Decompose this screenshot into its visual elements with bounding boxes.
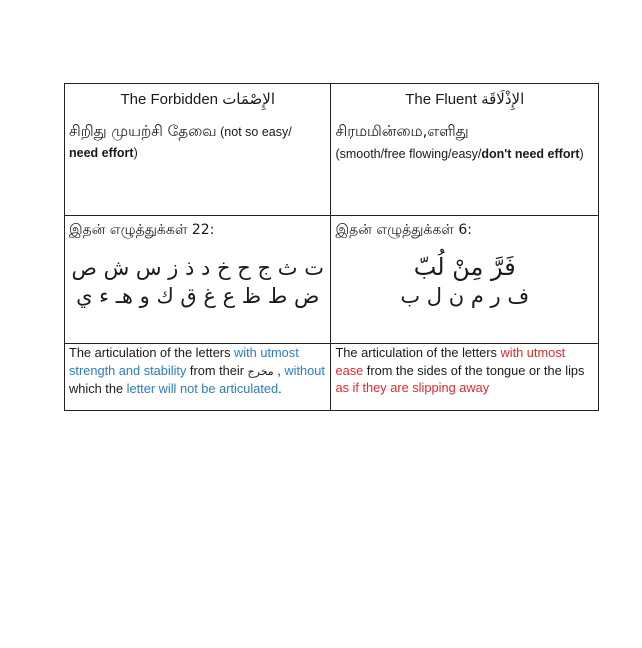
fluent-note-plain: (smooth/free flowing/easy/ (335, 147, 482, 161)
fluent-title (335, 89, 594, 110)
fluent-desc-highlight-1: with utmost ease (335, 345, 566, 378)
forbidden-title-en: The Forbidden (120, 91, 219, 108)
fluent-letters: ف ر م ن ل ب (400, 284, 530, 308)
fluent-description (335, 344, 594, 397)
forbidden-desc-highlight-3: letter will not be articulated (126, 381, 279, 396)
forbidden-desc-highlight-1: with utmost strength and stability (69, 345, 299, 378)
forbidden-desc-arabic: مخرج (247, 364, 274, 378)
forbidden-note-plain: (not so easy/ (216, 125, 292, 139)
forbidden-letters-line-1: ت ث ج ح خ د ذ ز س ش ص (71, 256, 324, 280)
cell-fluent-letters (331, 216, 599, 344)
fluent-desc-text-1: The articulation of the letters (335, 345, 501, 360)
forbidden-desc-text-3: , (273, 362, 285, 378)
fluent-note-bold: don't need effort (481, 147, 580, 161)
forbidden-note-line (69, 141, 326, 165)
fluent-mnemonic-phrase: فَرَّ مِنْ لُبّ (413, 253, 516, 281)
cell-forbidden-letters (65, 216, 331, 344)
cell-fluent-header (331, 84, 599, 216)
makharij-comparison-table (64, 83, 599, 411)
forbidden-title-ar: الإِصْمَات (222, 90, 276, 108)
fluent-note-end: ) (579, 147, 584, 161)
forbidden-desc-text-4: which the (69, 381, 127, 396)
forbidden-letter-count: இதன் எழுத்துக்கள் 22: (69, 222, 215, 238)
forbidden-desc-highlight-2: without (284, 362, 325, 378)
fluent-title-en: The Fluent (405, 91, 477, 108)
forbidden-title (69, 89, 326, 110)
forbidden-description (69, 344, 326, 398)
fluent-letter-count: இதன் எழுத்துக்கள் 6: (335, 222, 472, 238)
forbidden-desc-text-1: The articulation of the letters (69, 345, 235, 360)
fluent-note-line (335, 142, 594, 166)
table-row-letters (65, 216, 599, 344)
fluent-desc-highlight-2: as if they are slipping away (335, 380, 490, 395)
forbidden-tamil-description (69, 120, 326, 143)
cell-fluent-description (331, 344, 599, 411)
forbidden-tamil: சிறிது முயற்சி தேவை (69, 122, 217, 140)
cell-forbidden-description (65, 344, 331, 411)
forbidden-note-bold: need effort (69, 146, 134, 160)
table-row-header (65, 84, 599, 216)
forbidden-desc-text-5: . (278, 381, 282, 396)
forbidden-note-end: ) (133, 146, 138, 160)
forbidden-desc-text-2: from their (186, 362, 248, 378)
fluent-tamil: சிரமமின்மை,எளிது (335, 122, 469, 140)
fluent-desc-text-2: from the sides of the tongue or the lips (363, 362, 585, 378)
fluent-title-ar: الإِذْلَاقَة (481, 90, 525, 108)
table-row-description (65, 344, 599, 411)
forbidden-letters-line-2: ض ط ظ ع غ ق ك و هـ ء ي (76, 284, 320, 308)
cell-forbidden-header (65, 84, 331, 216)
